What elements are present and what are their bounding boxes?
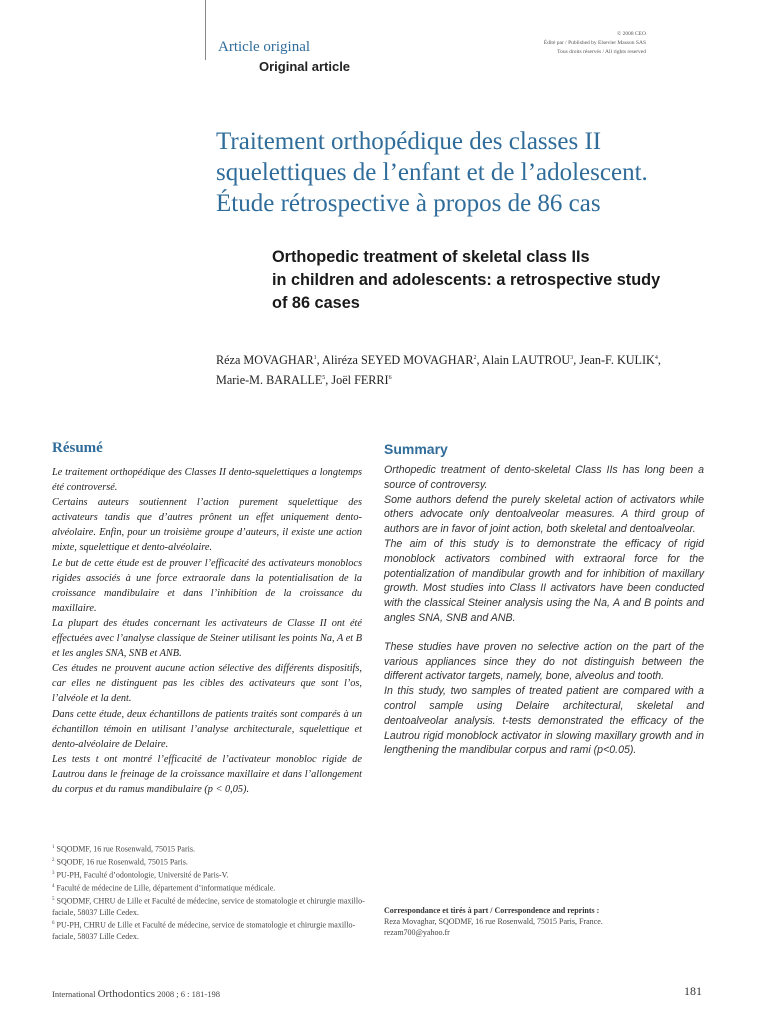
subtitle-line: in children and adolescents: a retrospective study — [272, 271, 661, 289]
footnote-text: SQODF, 16 rue Rosenwald, 75015 Paris. — [56, 857, 188, 867]
copyright-line: © 2008 CEO — [617, 31, 646, 37]
summary-paragraph: Some authors defend the purely skeletal action of activators while others advocate only dentoalveolar measures. A third group of authors are in favor of joint action, both skeletal and dentoalveolar. — [384, 493, 704, 536]
resume-paragraph: Les tests t ont montré l’efficacité de l’activateur monobloc rigide de Lautrou dans le freinage de la croissance maxillaire et dans l’allongement du corpus et du ramus mandibulaire (p < 0,05). — [52, 753, 362, 795]
author-name: Alain LAUTROU — [481, 353, 571, 368]
author-affiliation-mark: 5 — [322, 375, 326, 382]
summary-body — [384, 463, 704, 758]
article-title-english — [272, 246, 712, 315]
author-separator: , — [476, 353, 482, 368]
footnote-mark: 4 — [52, 883, 55, 889]
subtitle-line: Orthopedic treatment of skeletal class IIs — [272, 248, 590, 266]
author-line — [216, 349, 716, 369]
author-name: Aliréza SEYED MOVAGHAR — [322, 353, 474, 368]
journal-name: Orthodontics — [97, 988, 156, 1000]
footnote-mark: 5 — [52, 896, 55, 902]
resume-paragraph: Le traitement orthopédique des Classes II dento-squelettiques a longtemps été controversé. — [52, 467, 362, 494]
author-separator: , — [325, 373, 332, 388]
resume-heading: Résumé — [52, 440, 103, 456]
title-line: Étude rétrospective à propos de 86 cas — [216, 190, 601, 217]
footnote-mark: 2 — [52, 857, 55, 863]
footnote-text: SQODMF, CHRU de Lille et Faculté de médecine, service de stomatologie et chirurgie maxillo-faciale, 58037 Lille Cedex. — [52, 896, 365, 917]
author-affiliation-mark: 3 — [570, 355, 574, 361]
correspondence-address: Reza Movaghar, SQODMF, 16 rue Rosenwald, 75015 Paris, France. — [384, 917, 603, 926]
subtitle-line: of 86 cases — [272, 294, 360, 312]
paragraph-gap — [384, 626, 704, 640]
affiliation-footnotes — [52, 842, 372, 942]
page-number: 181 — [684, 984, 702, 998]
copyright-line: Tous droits réservés / All rights reserved — [557, 49, 646, 55]
summary-paragraph: In this study, two samples of treated patient are compared with a control sample using Delaire architectural, skeletal and dentoalveolar analysis. t-tests demonstrated the efficacy of the Lautrou rigid monoblock activator in slowing maxillary growth and in lengthening the mandibular corpus and rami (p<0.05). — [384, 685, 704, 757]
author-name: Réza MOVAGHAR — [216, 353, 314, 368]
title-line: squelettiques de l’enfant et de l’adolescent. — [216, 159, 648, 186]
footnote-text: Faculté de médecine de Lille, département d’informatique médicale. — [56, 883, 276, 893]
resume-paragraph: La plupart des études concernant les activateurs de Classe II ont été effectuées avec l’analyse classique de Steiner utilisant les points Na, A et B et les angles SNA, SNB et ANB. — [52, 617, 362, 660]
title-line: Traitement orthopédique des classes II — [216, 128, 602, 155]
header-divider-line — [205, 0, 206, 60]
author-affiliation-mark: 6 — [388, 375, 392, 382]
author-affiliation-mark: 1 — [313, 355, 317, 361]
resume-paragraph: Ces études ne prouvent aucune action sélective des différents dispositifs, car elles ne distinguent pas les cibles des activateurs que sont l’os, l’alvéole et la dent. — [52, 663, 362, 705]
footnote — [52, 894, 372, 918]
resume-paragraph: Certains auteurs soutiennent l’action purement squelettique des activateurs tandis que d’autres prônent un effet uniquement dento-alvéolaire. Enfin, pour un troisième groupe d’auteurs, il existe une action mixte, squelettique et dento-alvéolaire. — [52, 497, 362, 554]
author-affiliation-mark: 4 — [654, 355, 658, 361]
footnote-mark: 3 — [52, 870, 55, 876]
summary-paragraph: The aim of this study is to demonstrate the efficacy of rigid monoblock activators combined with extraoral force for the potentialization of mandibular growth and for inhibition of maxillary growth. Most studies into Class II activators have been conducted with the classical Steiner analysis using the Na, A and B points and angles SNA, SNB and ANB. — [384, 537, 704, 624]
author-separator: , — [573, 353, 580, 368]
author-separator: , — [316, 353, 323, 368]
correspondence-block — [384, 905, 704, 938]
summary-section — [384, 440, 704, 758]
citation-details: 2008 ; 6 : 181-198 — [157, 989, 220, 999]
resume-paragraph: Dans cette étude, deux échantillons de patients traités sont comparés à un échantillon témoin en utilisant l’analyse architecturale, squelettique et dento-alvéolaire de Delaire. — [52, 708, 362, 750]
journal-prefix: International — [52, 989, 96, 999]
author-separator: , — [657, 353, 661, 368]
correspondence-email: rezam700@yahoo.fr — [384, 928, 450, 937]
resume-body — [52, 465, 362, 797]
resume-paragraph: Le but de cette étude est de prouver l’efficacité des activateurs monoblocs rigides associés à une force extraorale dans la potentialisation de la croissance mandibulaire et dans l’inhibition de la croissance du maxillaire. — [52, 557, 362, 614]
article-title-french — [216, 126, 736, 219]
footnote — [52, 855, 372, 868]
footnote-mark: 1 — [52, 845, 55, 850]
footnote-text: SQODMF, 16 rue Rosenwald, 75015 Paris. — [56, 844, 195, 854]
author-line — [216, 369, 716, 389]
summary-paragraph: These studies have proven no selective action on the part of the various appliances since they do not distinguish between the different activator targets, namely, bone, alveolus and tooth. — [384, 640, 704, 683]
author-affiliation-mark: 2 — [473, 355, 477, 361]
copyright-notice — [446, 30, 646, 57]
author-list — [216, 349, 716, 389]
footnote — [52, 918, 372, 942]
footnote-text: PU-PH, CHRU de Lille et Faculté de médecine, service de stomatologie et chirurgie maxillo-faciale, 58037 Lille Cedex. — [52, 920, 356, 942]
article-type-english: Original article — [259, 59, 351, 74]
copyright-line: Édité par / Published by Elsevier Masson SAS — [543, 40, 646, 46]
footnote — [52, 881, 372, 894]
author-name: Joël FERRI — [331, 373, 389, 388]
footnote-text: PU-PH, Faculté d’odontologie, Université de Paris-V. — [56, 870, 229, 880]
resume-section — [52, 440, 362, 797]
author-name: Marie-M. BARALLE — [216, 373, 323, 388]
footnote-mark: 6 — [52, 921, 55, 927]
summary-paragraph: Orthopedic treatment of dento-skeletal Class IIs has long been a source of controversy. — [384, 464, 704, 491]
article-type-french: Article original — [218, 39, 311, 55]
summary-heading: Summary — [384, 441, 448, 457]
author-name: Jean-F. KULIK — [579, 353, 655, 368]
journal-citation — [52, 988, 220, 1000]
footnote — [52, 868, 372, 881]
footnote — [52, 842, 372, 855]
correspondence-heading: Correspondance et tirés à part / Correspondence and reprints : — [384, 906, 600, 915]
